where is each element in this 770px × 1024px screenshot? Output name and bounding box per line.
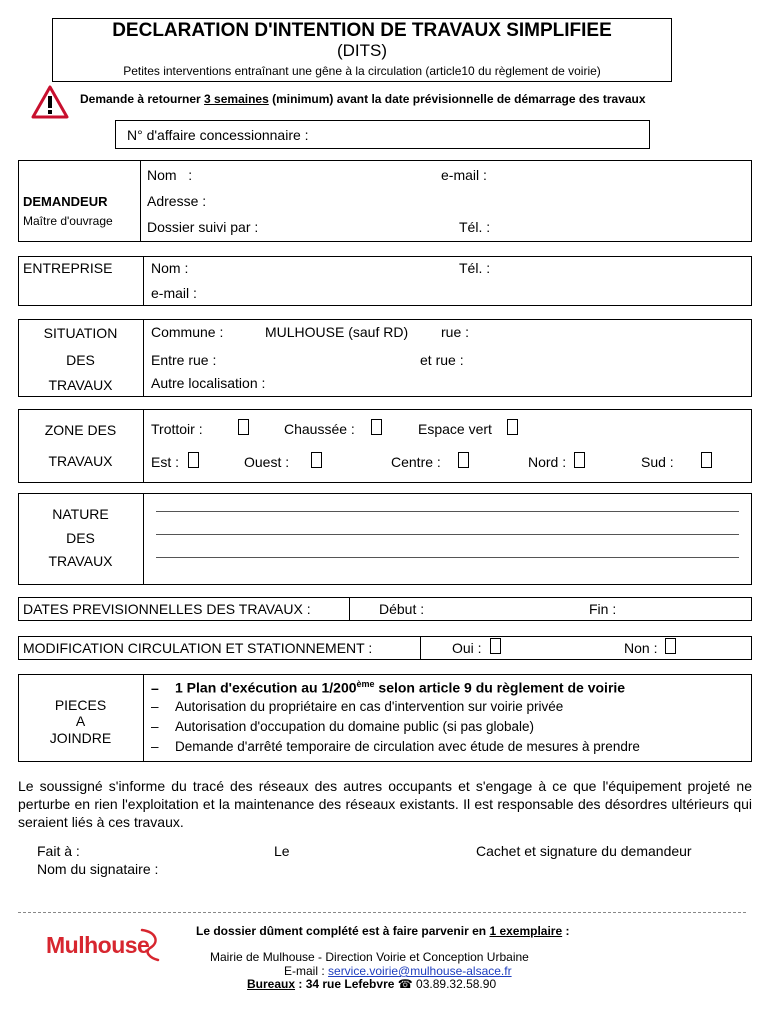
demandeur-email-label: e-mail : xyxy=(441,167,487,183)
nature-line-2[interactable] xyxy=(156,534,739,535)
pieces-item-2-text: Autorisation du propriétaire en cas d'intervention sur voirie privée xyxy=(175,699,564,714)
pieces-item-1-text-a: 1 Plan d'exécution au 1/200 xyxy=(175,679,357,696)
modification-divider xyxy=(420,636,421,660)
logo-swirl-icon xyxy=(136,926,162,966)
pieces-title-1: PIECES xyxy=(54,697,107,713)
footer-email-link[interactable]: service.voirie@mulhouse-alsace.fr xyxy=(328,964,512,978)
zone-est-checkbox[interactable] xyxy=(188,452,199,468)
entreprise-box xyxy=(18,256,752,306)
affaire-label: N° d'affaire concessionnaire : xyxy=(127,127,309,143)
entreprise-nom-label: Nom : xyxy=(151,260,189,276)
footer-send-before: Le dossier dûment complété est à faire parvenir en xyxy=(196,924,490,938)
warning-text xyxy=(80,92,646,106)
bullet-dash-icon: – xyxy=(151,719,159,734)
zone-chaussee-checkbox[interactable] xyxy=(371,419,382,435)
situation-rue-label: rue : xyxy=(441,324,470,340)
signature-nom-label: Nom du signataire : xyxy=(37,861,159,877)
zone-sud-label: Sud : xyxy=(641,454,674,470)
situation-commune-label: Commune : xyxy=(151,324,224,340)
demandeur-adresse-label: Adresse : xyxy=(147,193,207,209)
zone-centre-label: Centre : xyxy=(391,454,441,470)
signature-cachet-label: Cachet et signature du demandeur xyxy=(476,843,692,859)
situation-title-3: TRAVAUX xyxy=(48,377,113,393)
declaration-paragraph: Le soussigné s'informe du tracé des réseaux des autres occupants et s'engage à ce que l'équipement projeté ne perturbe en rien l'exploitation et la maintenance des réseaux existants. Il est responsable des désordres ultérieurs qui seraient liés à ces travaux. xyxy=(18,778,752,830)
pieces-divider xyxy=(143,674,144,762)
entreprise-email-label: e-mail : xyxy=(151,285,197,301)
demandeur-nom-label: Nom : xyxy=(147,167,193,183)
pieces-item-1-text-b: selon article 9 du règlement de voirie xyxy=(374,679,626,696)
situation-commune-value: MULHOUSE (sauf RD) xyxy=(265,324,409,340)
pieces-item-4 xyxy=(151,739,640,754)
situation-autre-label: Autre localisation : xyxy=(151,375,266,391)
modification-non-label: Non : xyxy=(624,640,658,656)
bullet-dash-icon: – xyxy=(151,699,159,714)
zone-nord-checkbox[interactable] xyxy=(574,452,585,468)
nature-line-3[interactable] xyxy=(156,557,739,558)
zone-est-label: Est : xyxy=(151,454,180,470)
header-note: Petites interventions entraînant une gêne à la circulation (article10 du règlement de voirie) xyxy=(123,64,601,78)
signature-le-label: Le xyxy=(274,843,290,859)
demandeur-subtitle: Maître d'ouvrage xyxy=(23,214,113,228)
demandeur-tel-label: Tél. : xyxy=(459,219,491,235)
zone-title-1: ZONE DES xyxy=(44,422,117,438)
bullet-dash-icon: – xyxy=(151,739,159,754)
zone-ouest-checkbox[interactable] xyxy=(311,452,322,468)
zone-chaussee-label: Chaussée : xyxy=(284,421,355,437)
page-title: DECLARATION D'INTENTION DE TRAVAUX SIMPLIFIEE xyxy=(112,20,612,41)
warning-text-after: (minimum) avant la date prévisionnelle de démarrage des travaux xyxy=(268,92,646,106)
zone-title-2: TRAVAUX xyxy=(48,453,113,469)
pieces-item-1 xyxy=(151,679,625,696)
footer-separator xyxy=(18,912,746,913)
footer-bureaux-label: Bureaux xyxy=(247,977,296,991)
footer-send-text xyxy=(196,924,570,938)
footer-bureaux-line xyxy=(247,977,496,991)
pieces-title-2: A xyxy=(75,713,86,729)
dates-divider xyxy=(349,597,350,621)
pieces-item-3-text: Autorisation d'occupation du domaine public (si pas globale) xyxy=(175,719,535,734)
signature-fait-label: Fait à : xyxy=(37,843,80,859)
situation-title-2: DES xyxy=(66,352,95,368)
footer-line-1: Mairie de Mulhouse - Direction Voirie et Conception Urbaine xyxy=(210,950,529,964)
zone-box xyxy=(18,409,752,483)
modification-non-checkbox[interactable] xyxy=(665,638,676,654)
phone-icon: ☎ xyxy=(397,977,413,991)
zone-espace-vert-checkbox[interactable] xyxy=(507,419,518,435)
pieces-item-1-sup: ème xyxy=(356,679,375,689)
mulhouse-logo: Mulhouse xyxy=(46,932,150,958)
entreprise-title: ENTREPRISE xyxy=(23,260,113,276)
nature-title-1: NATURE xyxy=(52,506,109,522)
footer-send-emph: 1 exemplaire xyxy=(489,924,563,938)
footer-email-label: E-mail : xyxy=(284,964,329,978)
nature-title-2: DES xyxy=(66,530,95,546)
nature-divider xyxy=(143,493,144,585)
zone-espace-vert-label: Espace vert xyxy=(418,421,492,437)
pieces-item-3 xyxy=(151,719,534,734)
page-subtitle: (DITS) xyxy=(336,41,388,60)
warning-icon xyxy=(31,85,69,119)
warning-text-before: Demande à retourner xyxy=(80,92,205,106)
demandeur-divider xyxy=(140,160,141,242)
situation-divider xyxy=(143,319,144,397)
nature-title-3: TRAVAUX xyxy=(48,553,113,569)
zone-ouest-label: Ouest : xyxy=(244,454,290,470)
situation-et-rue-label: et rue : xyxy=(420,352,464,368)
demandeur-title: DEMANDEUR xyxy=(23,194,108,209)
modification-oui-checkbox[interactable] xyxy=(490,638,501,654)
nature-line-1[interactable] xyxy=(156,511,739,512)
dates-label: DATES PREVISIONNELLES DES TRAVAUX : xyxy=(23,601,311,617)
footer-email-line xyxy=(284,964,512,978)
warning-text-emph: 3 semaines xyxy=(204,92,269,106)
demandeur-dossier-label: Dossier suivi par : xyxy=(147,219,259,235)
pieces-item-4-text: Demande d'arrêté temporaire de circulation avec étude de mesures à prendre xyxy=(175,739,640,754)
zone-divider xyxy=(143,409,144,483)
footer-bureaux-addr: : 34 rue Lefebvre xyxy=(295,977,398,991)
situation-title-1: SITUATION xyxy=(43,325,118,341)
dates-fin-label: Fin : xyxy=(589,601,617,617)
zone-centre-checkbox[interactable] xyxy=(458,452,469,468)
zone-sud-checkbox[interactable] xyxy=(701,452,712,468)
zone-trottoir-checkbox[interactable] xyxy=(238,419,249,435)
zone-trottoir-label: Trottoir : xyxy=(151,421,203,437)
pieces-title-3: JOINDRE xyxy=(49,730,112,746)
footer-phone: 03.89.32.58.90 xyxy=(412,977,497,991)
modification-oui-label: Oui : xyxy=(452,640,482,656)
demandeur-box xyxy=(18,160,752,242)
entreprise-tel-label: Tél. : xyxy=(459,260,491,276)
pieces-item-2 xyxy=(151,699,563,714)
situation-entre-rue-label: Entre rue : xyxy=(151,352,217,368)
footer-send-after: : xyxy=(562,924,570,938)
dates-debut-label: Début : xyxy=(379,601,425,617)
entreprise-divider xyxy=(143,256,144,306)
bullet-dash-icon: – xyxy=(151,679,159,696)
modification-label: MODIFICATION CIRCULATION ET STATIONNEMENT : xyxy=(23,640,373,656)
zone-nord-label: Nord : xyxy=(528,454,567,470)
